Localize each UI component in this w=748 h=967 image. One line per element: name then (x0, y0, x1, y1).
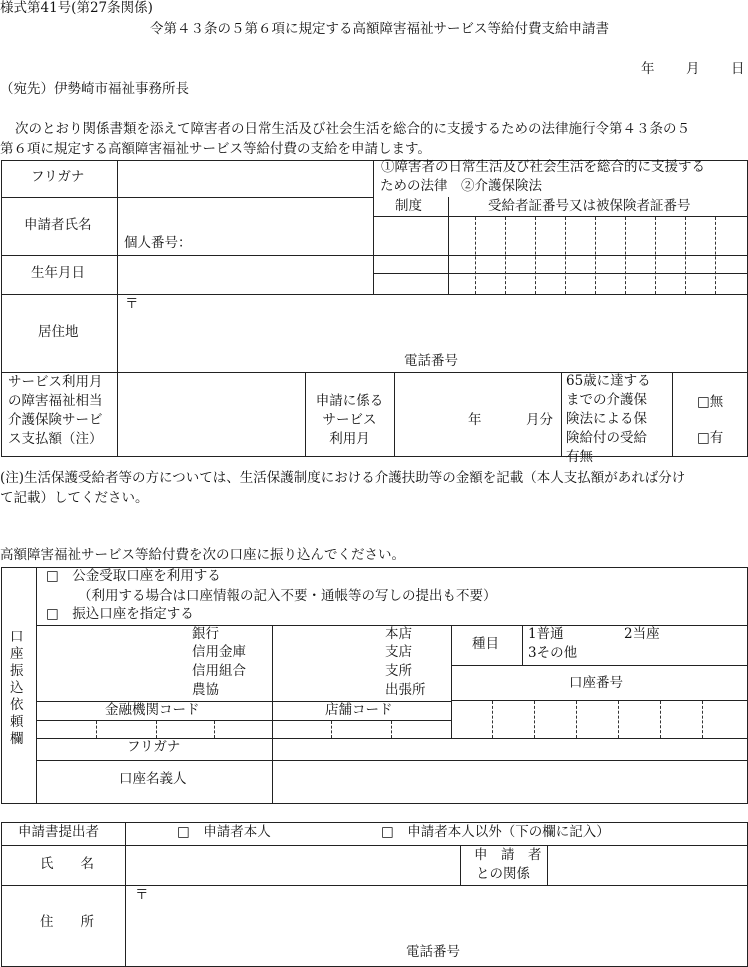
system-note-line2: ための法律 ②介護保険法 (380, 178, 542, 194)
institution-type-kumiai[interactable]: 信用組合 (192, 663, 246, 679)
account-furigana-field[interactable] (274, 740, 746, 759)
service-month-label-line2: サービス (322, 412, 377, 428)
submitter-name-field[interactable] (128, 848, 458, 883)
system-note-line1: ①障害者の日常生活及び社会生活を総合的に支援する (381, 159, 705, 175)
bank-side-label-5: 依 (10, 697, 24, 713)
public-account-note: （利用する場合は口座情報の記入不要・通帳等の写しの提出も不要） (78, 588, 497, 604)
age65-none-checkbox[interactable]: □無 (697, 394, 724, 410)
age65-label-line1: 65歳に達する (566, 373, 651, 389)
birthdate-label: 生年月日 (31, 265, 85, 281)
applicant-name-label: 申請者氏名 (24, 217, 92, 233)
bank-side-label-7: 欄 (10, 731, 24, 747)
account-holder-label: 口座名義人 (119, 771, 187, 787)
intro-text-line1: 次のとおり関係書類を添えて障害者の日常生活及び社会生活を総合的に支援するための法律施行令第４３条の５ (15, 121, 690, 137)
age65-label-line3: 険法による保 (566, 411, 647, 427)
service-amount-label-line2: の障害福祉相当 (8, 393, 103, 409)
service-month-label-line1: 申請に係る (315, 393, 384, 409)
intro-text-line2: 第６項に規定する高額障害福祉サービス等給付費の支給を申請します。 (0, 141, 431, 157)
system-column-header: 制度 (395, 198, 422, 214)
furigana-label: フリガナ (31, 169, 85, 185)
recipient-number-column-header: 受給者証番号又は被保険者証番号 (488, 198, 691, 214)
submitter-other-checkbox[interactable]: □ 申請者本人以外（下の欄に記入） (381, 824, 610, 840)
submitter-address-label: 住 所 (40, 914, 94, 930)
institution-code-label: 金融機関コード (105, 702, 200, 718)
submitter-name-label: 氏 名 (40, 856, 94, 872)
relation-field[interactable] (550, 848, 745, 883)
birthdate-field[interactable] (120, 258, 370, 292)
form-number: 様式第41号(第27条関係) (0, 0, 153, 16)
submitter-address-field[interactable] (150, 888, 740, 936)
postal-mark: 〒 (125, 296, 139, 312)
account-kind-current[interactable]: 2当座 (624, 626, 660, 642)
age65-label-line5: 有無 (566, 449, 593, 465)
account-furigana-label: フリガナ (127, 739, 181, 755)
bank-side-label-4: 込 (10, 680, 24, 696)
institution-code-field[interactable] (38, 721, 270, 737)
service-month-month[interactable]: 月分 (526, 412, 553, 428)
bank-side-label-2: 座 (10, 646, 24, 662)
date-year-label: 年 (641, 61, 655, 77)
date-day-label: 日 (731, 61, 745, 77)
service-month-label-line3: 利用月 (329, 431, 370, 447)
phone-label: 電話番号 (404, 353, 458, 369)
submitter-label: 申請書提出者 (18, 824, 99, 840)
bank-heading: 高額障害福祉サービス等給付費を次の口座に振り込んでください。 (0, 547, 405, 563)
bank-side-label-6: 頼 (10, 714, 24, 730)
service-amount-field[interactable] (120, 375, 302, 454)
age65-label-line4: 険給付の受給 (566, 430, 647, 446)
service-month-year[interactable]: 年 (468, 412, 482, 428)
applicant-name-field[interactable] (120, 200, 370, 232)
branch-code-label: 店舗コード (325, 702, 393, 718)
account-holder-field[interactable] (274, 762, 746, 802)
relation-label-line1: 申 請 者 (474, 847, 542, 863)
institution-type-shinkin[interactable]: 信用金庫 (192, 644, 246, 660)
relation-label-line2: との関係 (476, 866, 530, 882)
age65-yes-checkbox[interactable]: □有 (697, 430, 724, 446)
personal-number-label: 個人番号： (124, 235, 192, 251)
institution-type-nokyo[interactable]: 農協 (192, 682, 219, 698)
system-field-2[interactable] (376, 258, 446, 272)
address-field[interactable] (140, 297, 740, 345)
service-amount-label-line1: サービス利用月 (8, 374, 103, 390)
branch-type-main[interactable]: 本店 (385, 626, 412, 642)
account-number-label: 口座番号 (569, 675, 623, 691)
branch-type-office[interactable]: 出張所 (385, 682, 426, 698)
bank-side-label-1: 口 (10, 629, 24, 645)
submitter-phone-label: 電話番号 (406, 944, 460, 960)
age65-label-line2: までの介護保 (566, 392, 647, 408)
branch-type-branch[interactable]: 支店 (385, 644, 412, 660)
branch-code-field[interactable] (274, 721, 449, 737)
furigana-field[interactable] (120, 163, 370, 195)
transfer-account-checkbox[interactable]: □ 振込口座を指定する (46, 606, 194, 622)
institution-type-bank[interactable]: 銀行 (192, 626, 219, 642)
submitter-self-checkbox[interactable]: □ 申請者本人 (177, 824, 271, 840)
addressee: （宛先）伊勢崎市福祉事務所長 (0, 81, 189, 97)
account-kind-other[interactable]: 3その他 (528, 645, 578, 661)
system-field-1[interactable] (376, 219, 446, 253)
form-title: 令第４３条の５第６項に規定する高額障害福祉サービス等給付費支給申請書 (150, 21, 609, 37)
bank-side-label-3: 振 (10, 663, 24, 679)
public-account-checkbox[interactable]: □ 公金受取口座を利用する (46, 568, 221, 584)
account-kind-ordinary[interactable]: 1普通 (528, 626, 564, 642)
submitter-postal-mark: 〒 (135, 887, 149, 903)
date-month-label: 月 (686, 61, 700, 77)
service-amount-label-line3: 介護保険サービ (8, 412, 103, 428)
note-line1: (注)生活保護受給者等の方については、生活保護制度における介護扶助等の金額を記載（本人支払額があれば分け (0, 470, 686, 486)
account-number-field[interactable] (453, 702, 746, 737)
account-kind-label: 種目 (472, 636, 499, 652)
note-line2: て記載）してください。 (0, 490, 149, 506)
address-label: 居住地 (38, 324, 79, 340)
branch-type-subbranch[interactable]: 支所 (385, 663, 412, 679)
service-amount-label-line4: ス支払額（注） (8, 431, 103, 447)
